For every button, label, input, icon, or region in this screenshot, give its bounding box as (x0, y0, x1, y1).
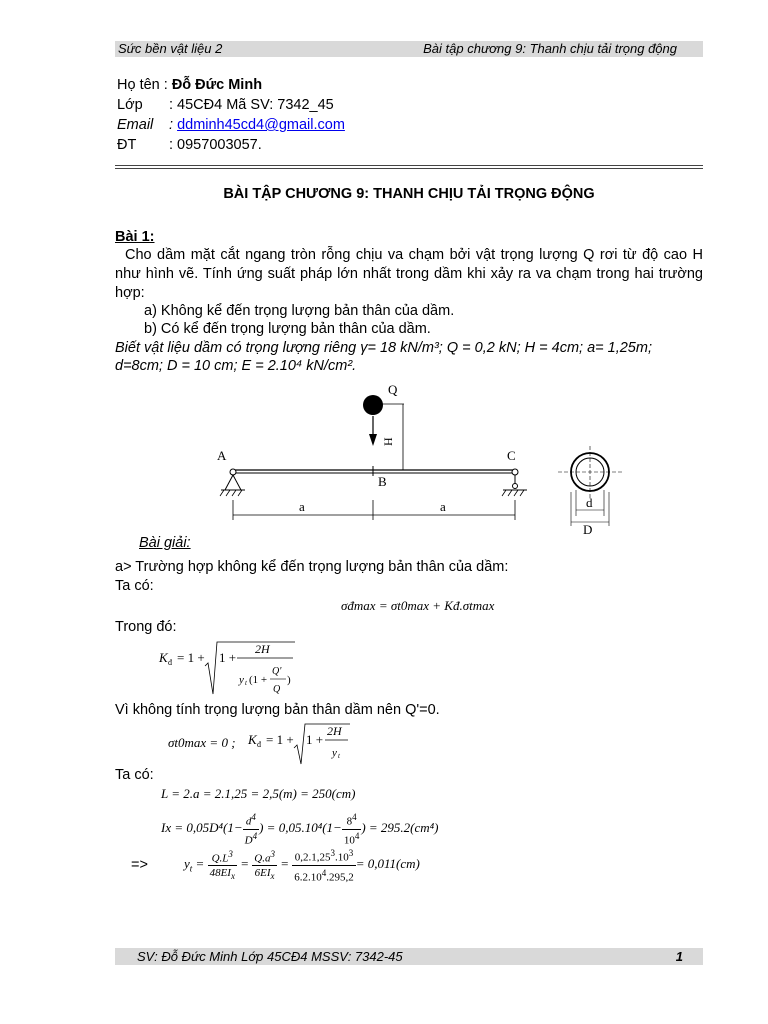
svg-text:đ: đ (168, 658, 172, 667)
arrow-down-icon (369, 434, 377, 446)
falling-weight-icon (363, 395, 383, 415)
deflection-result: = 0,011(cm) (355, 856, 420, 872)
inertia-part-1: Ix = 0,05D⁴(1− (161, 820, 243, 836)
problem-item-b: b) Có kể đến trọng lượng bản thân của dầm. (144, 321, 431, 337)
label-inner-d: d (586, 495, 593, 510)
problem-heading: Bài 1: (115, 229, 155, 245)
label-span-a1: a (299, 499, 305, 514)
equation-sigma: σđmax = σt0max + Kđ.σtmax (341, 598, 495, 613)
equation-length: L = 2.a = 2.1,25 = 2,5(m) = 250(cm) (161, 786, 356, 801)
email-sep: : (169, 117, 174, 133)
equation-deflection: $y_t$ = $\frac{Q.L^3}{48EI_x}$ = $\frac{Q.a^3}{6EI_x}$ = $\frac{0,2.1,25^3.10^3}{6.2.10^4.295,2}$ = 0,011(cm) (184, 848, 420, 884)
email-label: Email (117, 117, 154, 133)
label-outer-D: D (583, 522, 593, 537)
name-label: Họ tên : (117, 77, 168, 93)
page-number: 1 (675, 949, 683, 964)
given-line-2: d=8cm; D = 10 cm; E = 2.10⁴ kN/cm². (115, 358, 357, 374)
svg-text:K: K (159, 650, 168, 665)
class-value: : 45CĐ4 Mã SV: 7342_45 (169, 97, 334, 113)
ta-co-2: Ta có: (115, 767, 154, 783)
equation-sigma-zero: σt0max = 0 ; (168, 735, 236, 750)
page-footer (115, 948, 703, 965)
vi-khong-text: Vì không tính trọng lượng bản thân dầm nên Q'=0. (115, 702, 440, 718)
inertia-part-2: ) = 0,05.10⁴(1− (259, 820, 342, 836)
equation-inertia: Ix = 0,05D⁴(1− $\frac{d^4}{D^4}$ ) = 0,05.10⁴(1− $\frac{8^4}{10^4}$ ) = 295.2(cm⁴) (161, 812, 439, 847)
svg-text:Q: Q (273, 684, 281, 695)
header-course: Sức bền vật liệu 2 (118, 41, 223, 56)
class-label: Lớp (117, 97, 143, 113)
support-c-pin (512, 469, 518, 475)
kd-simplified (246, 720, 356, 766)
svg-text:y: y (239, 674, 244, 686)
label-span-a2: a (440, 499, 446, 514)
ta-co-1: Ta có: (115, 578, 154, 594)
svg-text:= 1 +: = 1 + (266, 732, 294, 747)
inertia-part-3: ) = 295.2(cm⁴) (361, 820, 439, 836)
phone-value: : 0957003057. (169, 137, 262, 153)
label-q: Q (388, 382, 398, 397)
problem-intro: Cho dầm mặt cắt ngang tròn rỗng chịu va chạm bởi vật trọng lượng Q rơi từ độ cao H như hình vẽ. Tính ứng suất pháp lớn nhất trong dầm khi xảy ra va chạm trong hai trường hợp: (115, 247, 703, 301)
svg-text:t: t (245, 679, 247, 687)
name-value: Đỗ Đức Minh (171, 77, 263, 93)
support-c-roller (513, 484, 518, 489)
svg-text:2H: 2H (327, 724, 342, 738)
problem-item-a: a) Không kể đến trọng lượng bản thân của dầm. (144, 303, 455, 319)
svg-text:đ: đ (257, 740, 261, 749)
document-title: BÀI TẬP CHƯƠNG 9: THANH CHỊU TẢI TRỌNG ĐỘNG (223, 186, 595, 202)
svg-text:t: t (338, 752, 340, 760)
phone-label: ĐT (117, 137, 137, 153)
given-line-1: Biết vật liệu dầm có trọng lượng riêng γ= 18 kN/m³; Q = 0,2 kN; H = 4cm; a= 1,25m; (115, 340, 652, 356)
header-chapter: Bài tập chương 9: Thanh chịu tải trọng động (423, 41, 677, 56)
implies-arrow: => (131, 857, 148, 873)
label-c-support: C (507, 448, 516, 463)
svg-text:1 +: 1 + (306, 732, 324, 747)
kd-formula (155, 636, 305, 698)
svg-text:): ) (287, 674, 291, 686)
svg-text:2H: 2H (255, 642, 270, 656)
email-link[interactable]: ddminh45cd4@gmail.com (177, 117, 345, 133)
svg-text:(1 +: (1 + (249, 674, 268, 686)
case-a-text: a> Trường hợp không kể đến trọng lượng bản thân của dầm: (115, 559, 509, 575)
solution-heading: Bài giải: (139, 535, 191, 551)
label-b-point: B (378, 474, 387, 489)
svg-text:= 1 +: = 1 + (177, 650, 205, 665)
trong-do: Trong đó: (115, 619, 177, 635)
label-h: H (381, 437, 395, 446)
svg-text:y: y (332, 747, 337, 759)
footer-student: SV: Đỗ Đức Minh Lớp 45CĐ4 MSSV: 7342-45 (137, 949, 403, 964)
support-a-triangle (225, 475, 241, 490)
label-a-support: A (217, 448, 227, 463)
svg-text:K: K (248, 732, 257, 747)
svg-text:1 +: 1 + (219, 650, 237, 665)
svg-text:Q': Q' (272, 666, 282, 677)
